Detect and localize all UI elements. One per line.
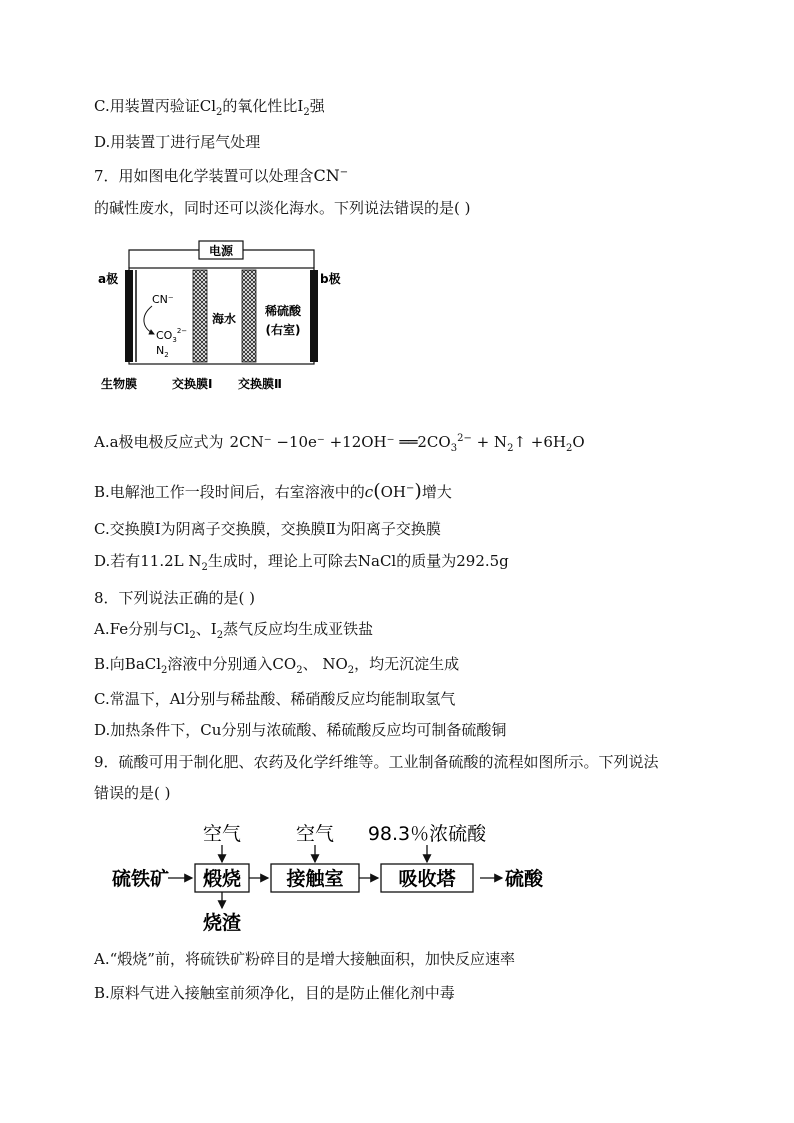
q9-stem-line2: 错误的是( ) <box>94 784 171 802</box>
sulfuric-acid-output: 硫酸 <box>505 868 544 890</box>
q7-stem-line1: 7．用如图电化学装置可以处理含CN− <box>94 166 349 185</box>
q8-option-c: C.常温下，Al分别与稀盐酸、稀硝酸反应均能制取氢气 <box>94 690 456 708</box>
a-electrode <box>125 270 133 362</box>
exchange-membrane-1 <box>193 270 207 362</box>
q7-stem-line2: 的碱性废水，同时还可以淡化海水。下列说法错误的是( ) <box>94 199 471 217</box>
q8-option-a: A.Fe分别与$Cl_2$、$I_2$蒸气反应均生成亚铁盐 <box>94 620 374 641</box>
pyrite-label: 硫铁矿 <box>112 868 170 890</box>
power-supply-label: 电源 <box>208 244 234 258</box>
absorption-tower-label: 吸收塔 <box>398 868 456 890</box>
air-input-2: 空气 <box>295 823 335 845</box>
membrane-1-label: 交换膜Ⅰ <box>172 377 213 391</box>
process-flow-diagram <box>112 818 562 936</box>
air-input-1: 空气 <box>202 823 242 845</box>
q6-option-d: D.用装置丁进行尾气处理 <box>94 133 261 151</box>
q6-option-c: C.用装置丙验证$Cl_2$的氧化性比$I_2$强 <box>94 97 325 118</box>
a-pole-label: a极 <box>98 272 119 286</box>
cn-ion-label: CN⁻ <box>152 293 174 306</box>
q9-option-a: A.“煅烧”前，将硫铁矿粉碎目的是增大接触面积，加快反应速率 <box>94 950 515 968</box>
roasting-label: 煅烧 <box>202 868 242 890</box>
co3-ion-label: $CO_3^{2-}$ <box>156 327 188 344</box>
dilute-acid-label: 稀硫酸 <box>264 304 302 318</box>
q8-option-b: B.向BaCl$_2$溶液中分别通入$CO_2$、 $NO_2$，均无沉淀生成 <box>94 655 460 676</box>
electrolysis-diagram <box>96 236 366 398</box>
q8-stem: 8．下列说法正确的是( ) <box>94 589 256 607</box>
q9-stem-line1: 9．硫酸可用于制化肥、农药及化学纤维等。工业制备硫酸的流程如图所示。下列说法 <box>94 753 659 771</box>
b-electrode <box>310 270 318 362</box>
q7-option-b: B.电解池工作一段时间后，右室溶液中的c(OH−)增大 <box>94 480 452 502</box>
right-chamber-label: (右室) <box>265 323 301 337</box>
membrane-2-label: 交换膜Ⅱ <box>238 377 282 391</box>
exchange-membrane-2 <box>242 270 256 362</box>
q8-option-d: D.加热条件下，Cu分别与浓硫酸、稀硫酸反应均可制备硫酸铜 <box>94 721 507 739</box>
seawater-label: 海水 <box>211 312 237 326</box>
contact-chamber-label: 接触室 <box>286 868 344 890</box>
slag-output: 烧渣 <box>202 912 242 934</box>
q7-option-c: C.交换膜Ⅰ为阴离子交换膜，交换膜Ⅱ为阳离子交换膜 <box>94 520 441 538</box>
n2-label: $N_2$ <box>156 344 169 359</box>
conc-acid-input: 98.3％浓硫酸 <box>367 823 487 845</box>
q7-option-d: D.若有11.2L $N_2$生成时，理论上可除去NaCl的质量为292.5g <box>94 552 509 573</box>
q9-option-b: B.原料气进入接触室前须净化，目的是防止催化剂中毒 <box>94 984 455 1002</box>
bio-membrane-label: 生物膜 <box>101 377 138 391</box>
b-pole-label: b极 <box>320 272 341 286</box>
q7-option-a: A.a极电极反应式为 2CN⁻ −10e⁻ +12OH⁻ $══2CO_3^{2-}$ + $N_2↑ +6H_2O$ <box>94 433 585 454</box>
